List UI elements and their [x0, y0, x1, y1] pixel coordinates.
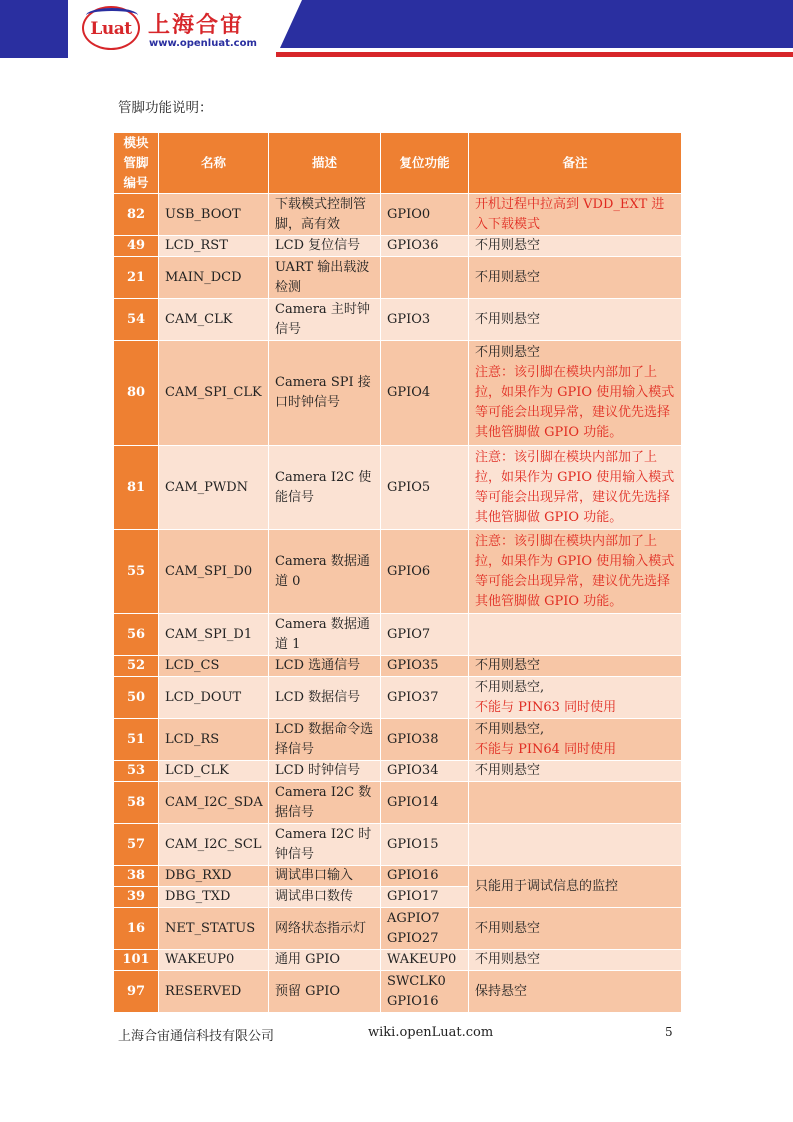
pin-reset-function [381, 887, 469, 908]
pin-description: Camera I2C 数据信号 [269, 782, 381, 824]
table-row [114, 824, 682, 866]
pin-description: Camera I2C 时钟信号 [269, 824, 381, 866]
pin-name: USB_BOOT [159, 194, 269, 236]
pin-description: LCD 数据命令选择信号 [269, 719, 381, 761]
pin-reset-function [381, 824, 469, 866]
pin-description: 网络状态指示灯 [269, 908, 381, 950]
pin-number: 81 [114, 446, 159, 530]
table-row [114, 614, 682, 656]
logo-text: Luat [90, 19, 132, 39]
pin-reset-function [381, 299, 469, 341]
pin-reset-function [381, 677, 469, 719]
reset-function-line: GPIO7 [387, 626, 431, 642]
reset-function-line: GPIO17 [387, 889, 439, 904]
pin-remark [469, 299, 682, 341]
pin-reset-function [381, 782, 469, 824]
pin-remark [469, 341, 682, 446]
pin-description: Camera 数据通道 1 [269, 614, 381, 656]
pin-name: RESERVED [159, 971, 269, 1013]
pin-name: LCD_RS [159, 719, 269, 761]
table-row [114, 299, 682, 341]
pin-remark [469, 530, 682, 614]
logo-swoosh-icon [86, 8, 138, 23]
pin-name: DBG_RXD [159, 866, 269, 887]
pin-reset-function [381, 194, 469, 236]
header-pin-number [114, 133, 159, 194]
header-remark: 备注 [469, 133, 682, 194]
header-description: 描述 [269, 133, 381, 194]
pin-name: CAM_SPI_D0 [159, 530, 269, 614]
footer-site: wiki.openLuat.com [368, 1025, 494, 1040]
table-row [114, 257, 682, 299]
reset-function-line: GPIO5 [387, 479, 431, 495]
intro-text: 管脚功能说明： [118, 100, 213, 116]
header-reset-function: 复位功能 [381, 133, 469, 194]
header-right-bar [280, 0, 793, 48]
remark-text: 不用则悬空 [475, 658, 541, 673]
table-row [114, 908, 682, 950]
table-header-row [114, 133, 682, 194]
reset-function-line: GPIO16 [387, 993, 439, 1009]
pin-reset-function [381, 614, 469, 656]
pin-remark [469, 971, 682, 1013]
pin-number: 51 [114, 719, 159, 761]
table-row [114, 341, 682, 446]
pin-description: 下载模式控制管脚，高有效 [269, 194, 381, 236]
pin-description: Camera I2C 使能信号 [269, 446, 381, 530]
pin-description: 预留 GPIO [269, 971, 381, 1013]
pin-name: CAM_CLK [159, 299, 269, 341]
reset-function-line: GPIO15 [387, 836, 439, 852]
footer-company: 上海合宙通信科技有限公司 [118, 1029, 275, 1044]
pin-name: MAIN_DCD [159, 257, 269, 299]
remark-text: 不用则悬空 [475, 269, 541, 285]
table-row [114, 194, 682, 236]
pin-remark [469, 950, 682, 971]
pin-number: 39 [114, 887, 159, 908]
pin-description: UART 输出载波检测 [269, 257, 381, 299]
reset-function-line: GPIO14 [387, 794, 439, 810]
pin-reset-function [381, 656, 469, 677]
reset-function-line: GPIO4 [387, 385, 431, 400]
remark-text: 不用则悬空 [475, 311, 541, 327]
table-row [114, 677, 682, 719]
reset-function-line: AGPIO7 [387, 910, 440, 926]
pin-description: 调试串口输入 [269, 866, 381, 887]
pin-remark [469, 677, 682, 719]
reset-function-line: GPIO27 [387, 930, 439, 946]
table-row [114, 656, 682, 677]
reset-function-line: SWCLK0 [387, 973, 446, 989]
remark-text: 不用则悬空, [475, 679, 545, 695]
header-pin-line: 管脚 [123, 155, 149, 170]
reset-function-line: GPIO35 [387, 658, 439, 673]
pin-remark [469, 614, 682, 656]
pin-number: 56 [114, 614, 159, 656]
table-row [114, 782, 682, 824]
pin-name: CAM_SPI_CLK [159, 341, 269, 446]
pin-reset-function [381, 950, 469, 971]
pin-name: LCD_RST [159, 236, 269, 257]
pin-name: CAM_SPI_D1 [159, 614, 269, 656]
pin-reset-function [381, 257, 469, 299]
table-row [114, 236, 682, 257]
pin-reset-function [381, 719, 469, 761]
pin-number: 97 [114, 971, 159, 1013]
pin-reset-function [381, 530, 469, 614]
pin-reset-function [381, 866, 469, 887]
pin-number: 21 [114, 257, 159, 299]
pin-remark [469, 908, 682, 950]
remark-text: 不用则悬空 [475, 920, 541, 936]
remark-text: 只能用于调试信息的监控 [475, 878, 619, 894]
pin-reset-function [381, 236, 469, 257]
company-url: www.openluat.com [149, 38, 257, 49]
table-row [114, 950, 682, 971]
pin-remark [469, 656, 682, 677]
remark-warning: 注意：该引脚在模块内部加了上拉，如果作为 GPIO 使用输入模式等可能会出现异常，建议优先选择其他管脚做 GPIO 功能。 [475, 365, 675, 440]
pin-remark [469, 782, 682, 824]
pin-name: CAM_I2C_SDA [159, 782, 269, 824]
pin-number: 57 [114, 824, 159, 866]
pin-number: 53 [114, 761, 159, 782]
pin-name: WAKEUP0 [159, 950, 269, 971]
reset-function-line: GPIO38 [387, 731, 439, 747]
pin-description: LCD 选通信号 [269, 656, 381, 677]
pin-number: 49 [114, 236, 159, 257]
header-left-bar [0, 0, 68, 58]
pin-name: DBG_TXD [159, 887, 269, 908]
table-row [114, 719, 682, 761]
remark-text: 不用则悬空 [475, 952, 541, 967]
pin-reset-function [381, 761, 469, 782]
pin-function-table [113, 132, 682, 1013]
remark-text: 不用则悬空 [475, 763, 541, 778]
pin-reset-function [381, 341, 469, 446]
reset-function-line: GPIO3 [387, 311, 431, 327]
table-row [114, 530, 682, 614]
remark-warning: 注意：该引脚在模块内部加了上拉，如果作为 GPIO 使用输入模式等可能会出现异常，建议优先选择其他管脚做 GPIO 功能。 [475, 533, 675, 609]
pin-number: 16 [114, 908, 159, 950]
reset-function-line: GPIO0 [387, 206, 431, 222]
remark-warning: 开机过程中拉高到 VDD_EXT 进入下载模式 [475, 196, 665, 232]
reset-function-line: WAKEUP0 [387, 952, 457, 967]
reset-function-line: GPIO6 [387, 563, 431, 579]
pin-reset-function [381, 908, 469, 950]
table-row [114, 446, 682, 530]
pin-remark [469, 194, 682, 236]
pin-description: LCD 时钟信号 [269, 761, 381, 782]
pin-name: CAM_PWDN [159, 446, 269, 530]
remark-text: 保持悬空 [475, 983, 528, 999]
reset-function-line: GPIO16 [387, 868, 439, 883]
pin-description: Camera 数据通道 0 [269, 530, 381, 614]
pin-reset-function [381, 446, 469, 530]
reset-function-line: GPIO34 [387, 763, 439, 778]
pin-name: LCD_CLK [159, 761, 269, 782]
pin-remark [469, 761, 682, 782]
remark-warning: 不能与 PIN63 同时使用 [475, 699, 617, 715]
pin-number: 38 [114, 866, 159, 887]
remark-text: 不用则悬空 [475, 238, 541, 253]
pin-name: CAM_I2C_SCL [159, 824, 269, 866]
remark-warning: 注意：该引脚在模块内部加了上拉，如果作为 GPIO 使用输入模式等可能会出现异常，建议优先选择其他管脚做 GPIO 功能。 [475, 449, 675, 525]
pin-number: 58 [114, 782, 159, 824]
pin-number: 55 [114, 530, 159, 614]
footer-page-number: 5 [665, 1025, 673, 1039]
pin-number: 80 [114, 341, 159, 446]
header-red-line [276, 52, 793, 57]
header-pin-line: 编号 [123, 175, 149, 190]
pin-description: 通用 GPIO [269, 950, 381, 971]
pin-number: 50 [114, 677, 159, 719]
pin-remark [469, 719, 682, 761]
pin-description: Camera SPI 接口时钟信号 [269, 341, 381, 446]
pin-reset-function [381, 971, 469, 1013]
pin-description: LCD 数据信号 [269, 677, 381, 719]
remark-text: 不用则悬空 [475, 345, 541, 360]
pin-name: NET_STATUS [159, 908, 269, 950]
remark-warning: 不能与 PIN64 同时使用 [475, 741, 617, 757]
pin-remark [469, 824, 682, 866]
pin-description: 调试串口数传 [269, 887, 381, 908]
reset-function-line: GPIO36 [387, 238, 439, 253]
pin-remark [469, 236, 682, 257]
pin-number: 52 [114, 656, 159, 677]
pin-name: LCD_CS [159, 656, 269, 677]
table-row [114, 971, 682, 1013]
pin-remark [469, 446, 682, 530]
remark-text: 不用则悬空, [475, 721, 545, 737]
header-pin-line: 模块 [123, 135, 149, 150]
company-name-cn: 上海合宙 [148, 13, 245, 38]
table-row [114, 866, 682, 887]
pin-name: LCD_DOUT [159, 677, 269, 719]
table-row [114, 761, 682, 782]
pin-description: Camera 主时钟信号 [269, 299, 381, 341]
pin-remark [469, 866, 682, 908]
pin-description: LCD 复位信号 [269, 236, 381, 257]
pin-number: 101 [114, 950, 159, 971]
pin-remark [469, 257, 682, 299]
header-name: 名称 [159, 133, 269, 194]
pin-number: 82 [114, 194, 159, 236]
reset-function-line: GPIO37 [387, 689, 439, 705]
pin-number: 54 [114, 299, 159, 341]
